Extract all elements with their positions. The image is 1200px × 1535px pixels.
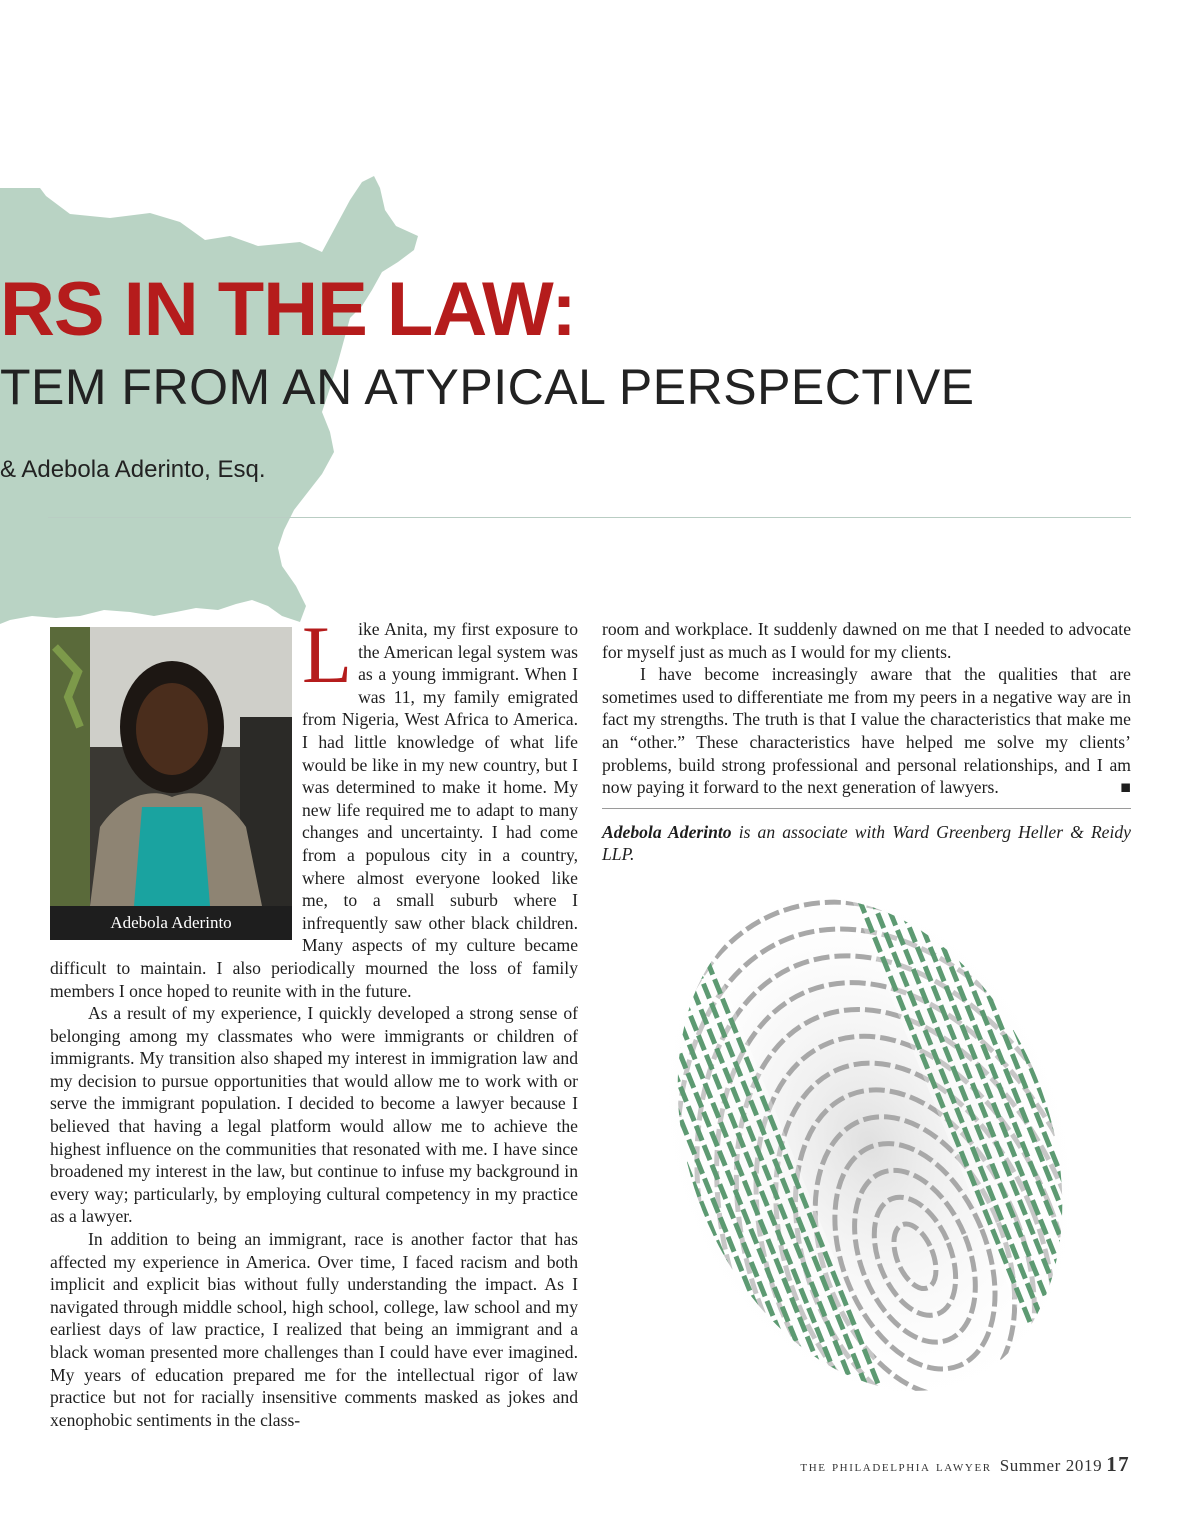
author-bio bbox=[602, 821, 1131, 866]
photo-wrap-space bbox=[50, 618, 302, 944]
paragraph-2: As a result of my experience, I quickly developed a strong sense of belonging among my classmates who were immigrants or children of immigrants. My transition also shaped my interest in immigration law and my decision to pursue opportunities that would allow me to work with or serve the immigrant population. I decided to become a lawyer because I believed that having a legal platform would allow me to achieve the highest influence on the communities that resonated with me. I have since broadened my interest in the law, but continue to infuse my background in every way; particularly, by employing cultural competency in my practice as a lawyer. bbox=[50, 1003, 578, 1227]
article-column-left bbox=[50, 609, 578, 1431]
page-number: 17 bbox=[1106, 1452, 1130, 1476]
page-footer bbox=[800, 1452, 1130, 1477]
paragraph-3: In addition to being an immigrant, race is another factor that has affected my experience in America. Over time, I faced racism and both implicit and explicit bias without fully understanding the impact. As I navigated through middle school, high school, college, law school and my earliest days of law practice, I realized that being an immigrant and a black woman presented more challenges than I could have ever imagined. My years of education prepared me for the intellectual rigor of law practice but not for racially insensitive comments masked as jokes and xenophobic sentiments in the class- bbox=[50, 1229, 578, 1430]
bio-divider bbox=[602, 808, 1131, 809]
paragraph-1-text: ike Anita, my first exposure to the American legal system was as a young immigrant. When I was 11, my family emigrated from Nigeria, West Africa to America. I had little knowledge of what life would be like in my new country, but I was determined to make it home. My new life required me to adapt to many changes and uncertainty. I had come from a populous city in a country, where almost everyone looked like me, to a small suburb where I infrequently saw other black children. Many aspects of my culture became difficult to maintain. I also periodically mourned the loss of family members I once hoped to reunite with in the future. bbox=[50, 619, 578, 1001]
paragraph-5 bbox=[602, 663, 1131, 799]
paragraph-4: room and workplace. It suddenly dawned on me that I needed to advocate for myself just as much as I would for my clients. bbox=[602, 619, 1131, 662]
footer-issue: Summer 2019 bbox=[999, 1456, 1103, 1475]
paragraph-5-text: I have become increasingly aware that the qualities that are sometimes used to differentiate me from my peers in a negative way are in fact my strengths. The truth is that I value the characteristics that make me an “other.” These characteristics have helped me solve my clients’ problems, build strong professional and personal relationships, and I am now paying it forward to the next generation of lawyers. bbox=[602, 664, 1131, 798]
footer-publication: the philadelphia lawyer bbox=[800, 1459, 992, 1475]
end-mark-icon: ■ bbox=[1120, 777, 1131, 798]
headline: RS IN THE LAW: bbox=[0, 267, 576, 352]
drop-cap: L bbox=[302, 609, 353, 700]
bio-name: Adebola Aderinto bbox=[602, 821, 732, 842]
title-divider bbox=[48, 517, 1131, 518]
byline: & Adebola Aderinto, Esq. bbox=[0, 456, 266, 483]
article-column-right bbox=[602, 618, 1131, 866]
subheadline: TEM FROM AN ATYPICAL PERSPECTIVE bbox=[0, 359, 975, 415]
photo-caption: Adebola Aderinto bbox=[50, 906, 292, 940]
bio-text: is an associate with Ward Greenberg Heller & Reidy LLP. bbox=[602, 821, 1131, 865]
fingerprint-illustration bbox=[612, 880, 1132, 1400]
